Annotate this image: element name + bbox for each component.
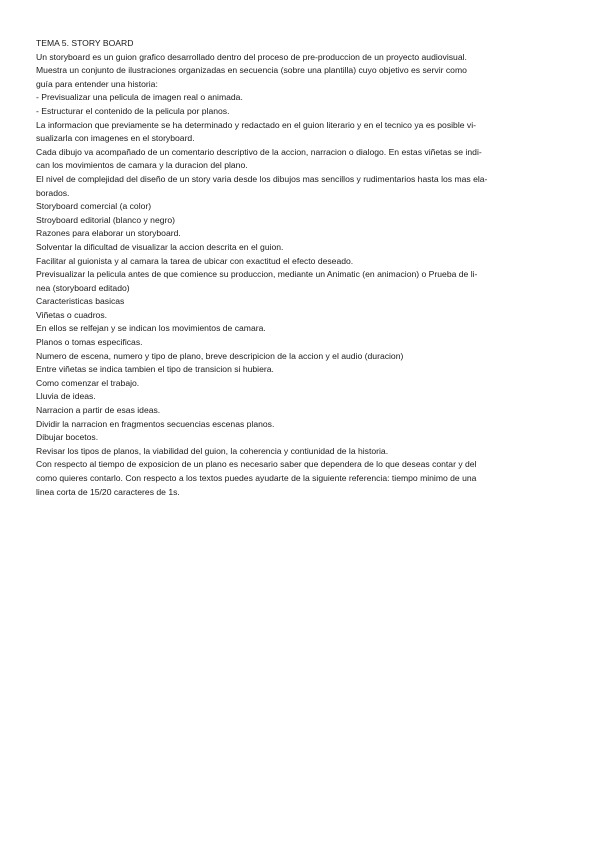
text-line: La informacion que previamente se ha determinado y redactado en el guion literario y en el tecnico ya es posible vi- (36, 119, 476, 130)
document-page (36, 37, 561, 499)
text-line: guía para entender una historia: (36, 78, 158, 89)
text-line: Stroyboard editorial (blanco y negro) (36, 214, 176, 225)
text-line: Razones para elaborar un storyboard. (36, 228, 181, 239)
text-line: - Previsualizar una pelicula de imagen real o animada. (36, 92, 243, 103)
text-line: Lluvia de ideas. (36, 391, 96, 402)
text-line: En ellos se relfejan y se indican los movimientos de camara. (36, 323, 266, 334)
text-line: Con respecto al tiempo de exposicion de un plano es necesario saber que dependera de lo que deseas contar y del (36, 459, 477, 470)
text-line: Dividir la narracion en fragmentos secuencias escenas planos. (36, 418, 275, 429)
text-line: Entre viñetas se indica tambien el tipo de transicion si hubiera. (36, 364, 274, 375)
text-line: nea (storyboard editado) (36, 282, 130, 293)
text-line: Planos o tomas especificas. (36, 337, 143, 348)
text-line: Revisar los tipos de planos, la viabilidad del guion, la coherencia y contiunidad de la historia. (36, 445, 389, 456)
text-line: Caracteristicas basicas (36, 296, 125, 307)
text-line: como quieres contarlo. Con respecto a los textos puedes ayudarte de la siguiente referencia: tiempo minimo de una (36, 473, 477, 483)
text-line: Muestra un conjunto de ilustraciones organizadas en secuencia (sobre una plantilla) cuyo objetivo es servir como (36, 65, 467, 76)
text-line: can los movimientos de camara y la duracion del plano. (36, 160, 248, 171)
text-line: Numero de escena, numero y tipo de plano, breve descripicion de la accion y el audio (duracion) (36, 350, 404, 361)
text-line: Narracion a partir de esas ideas. (36, 405, 161, 416)
text-line: borados. (36, 187, 70, 198)
text-line: Facilitar al guionista y al camara la tarea de ubicar con exactitud el efecto deseado. (36, 255, 354, 266)
text-line: Solventar la dificultad de visualizar la accion descrita en el guion. (36, 241, 284, 252)
text-line: Viñetas o cuadros. (36, 309, 108, 320)
text-line: Un storyboard es un guion grafico desarrollado dentro del proceso de pre-produccion de un proyecto audiovisual. (36, 51, 467, 62)
text-line: Como comenzar el trabajo. (36, 377, 140, 388)
text-line: Previsualizar la pelicula antes de que comience su produccion, mediante un Animatic (en animacion) o Prueba de li- (36, 269, 478, 280)
text-line: Dibujar bocetos. (36, 432, 99, 443)
text-line: sualizarla con imagenes en el storyboard. (36, 133, 195, 144)
text-line: Storyboard comercial (a color) (36, 201, 152, 212)
text-line: El nivel de complejidad del diseño de un story varia desde los dibujos mas sencillos y rudimentarios hasta los mas ela- (36, 173, 488, 184)
text-line: linea corta de 15/20 caracteres de 1s. (36, 486, 180, 497)
text-line: - Estructurar el contenido de la pelicula por planos. (36, 105, 230, 116)
text-line: Cada dibujo va acompañado de un comentario descriptivo de la accion, narracion o dialogo. En estas viñetas se indi- (36, 146, 482, 157)
document-title: TEMA 5. STORY BOARD (36, 38, 134, 48)
